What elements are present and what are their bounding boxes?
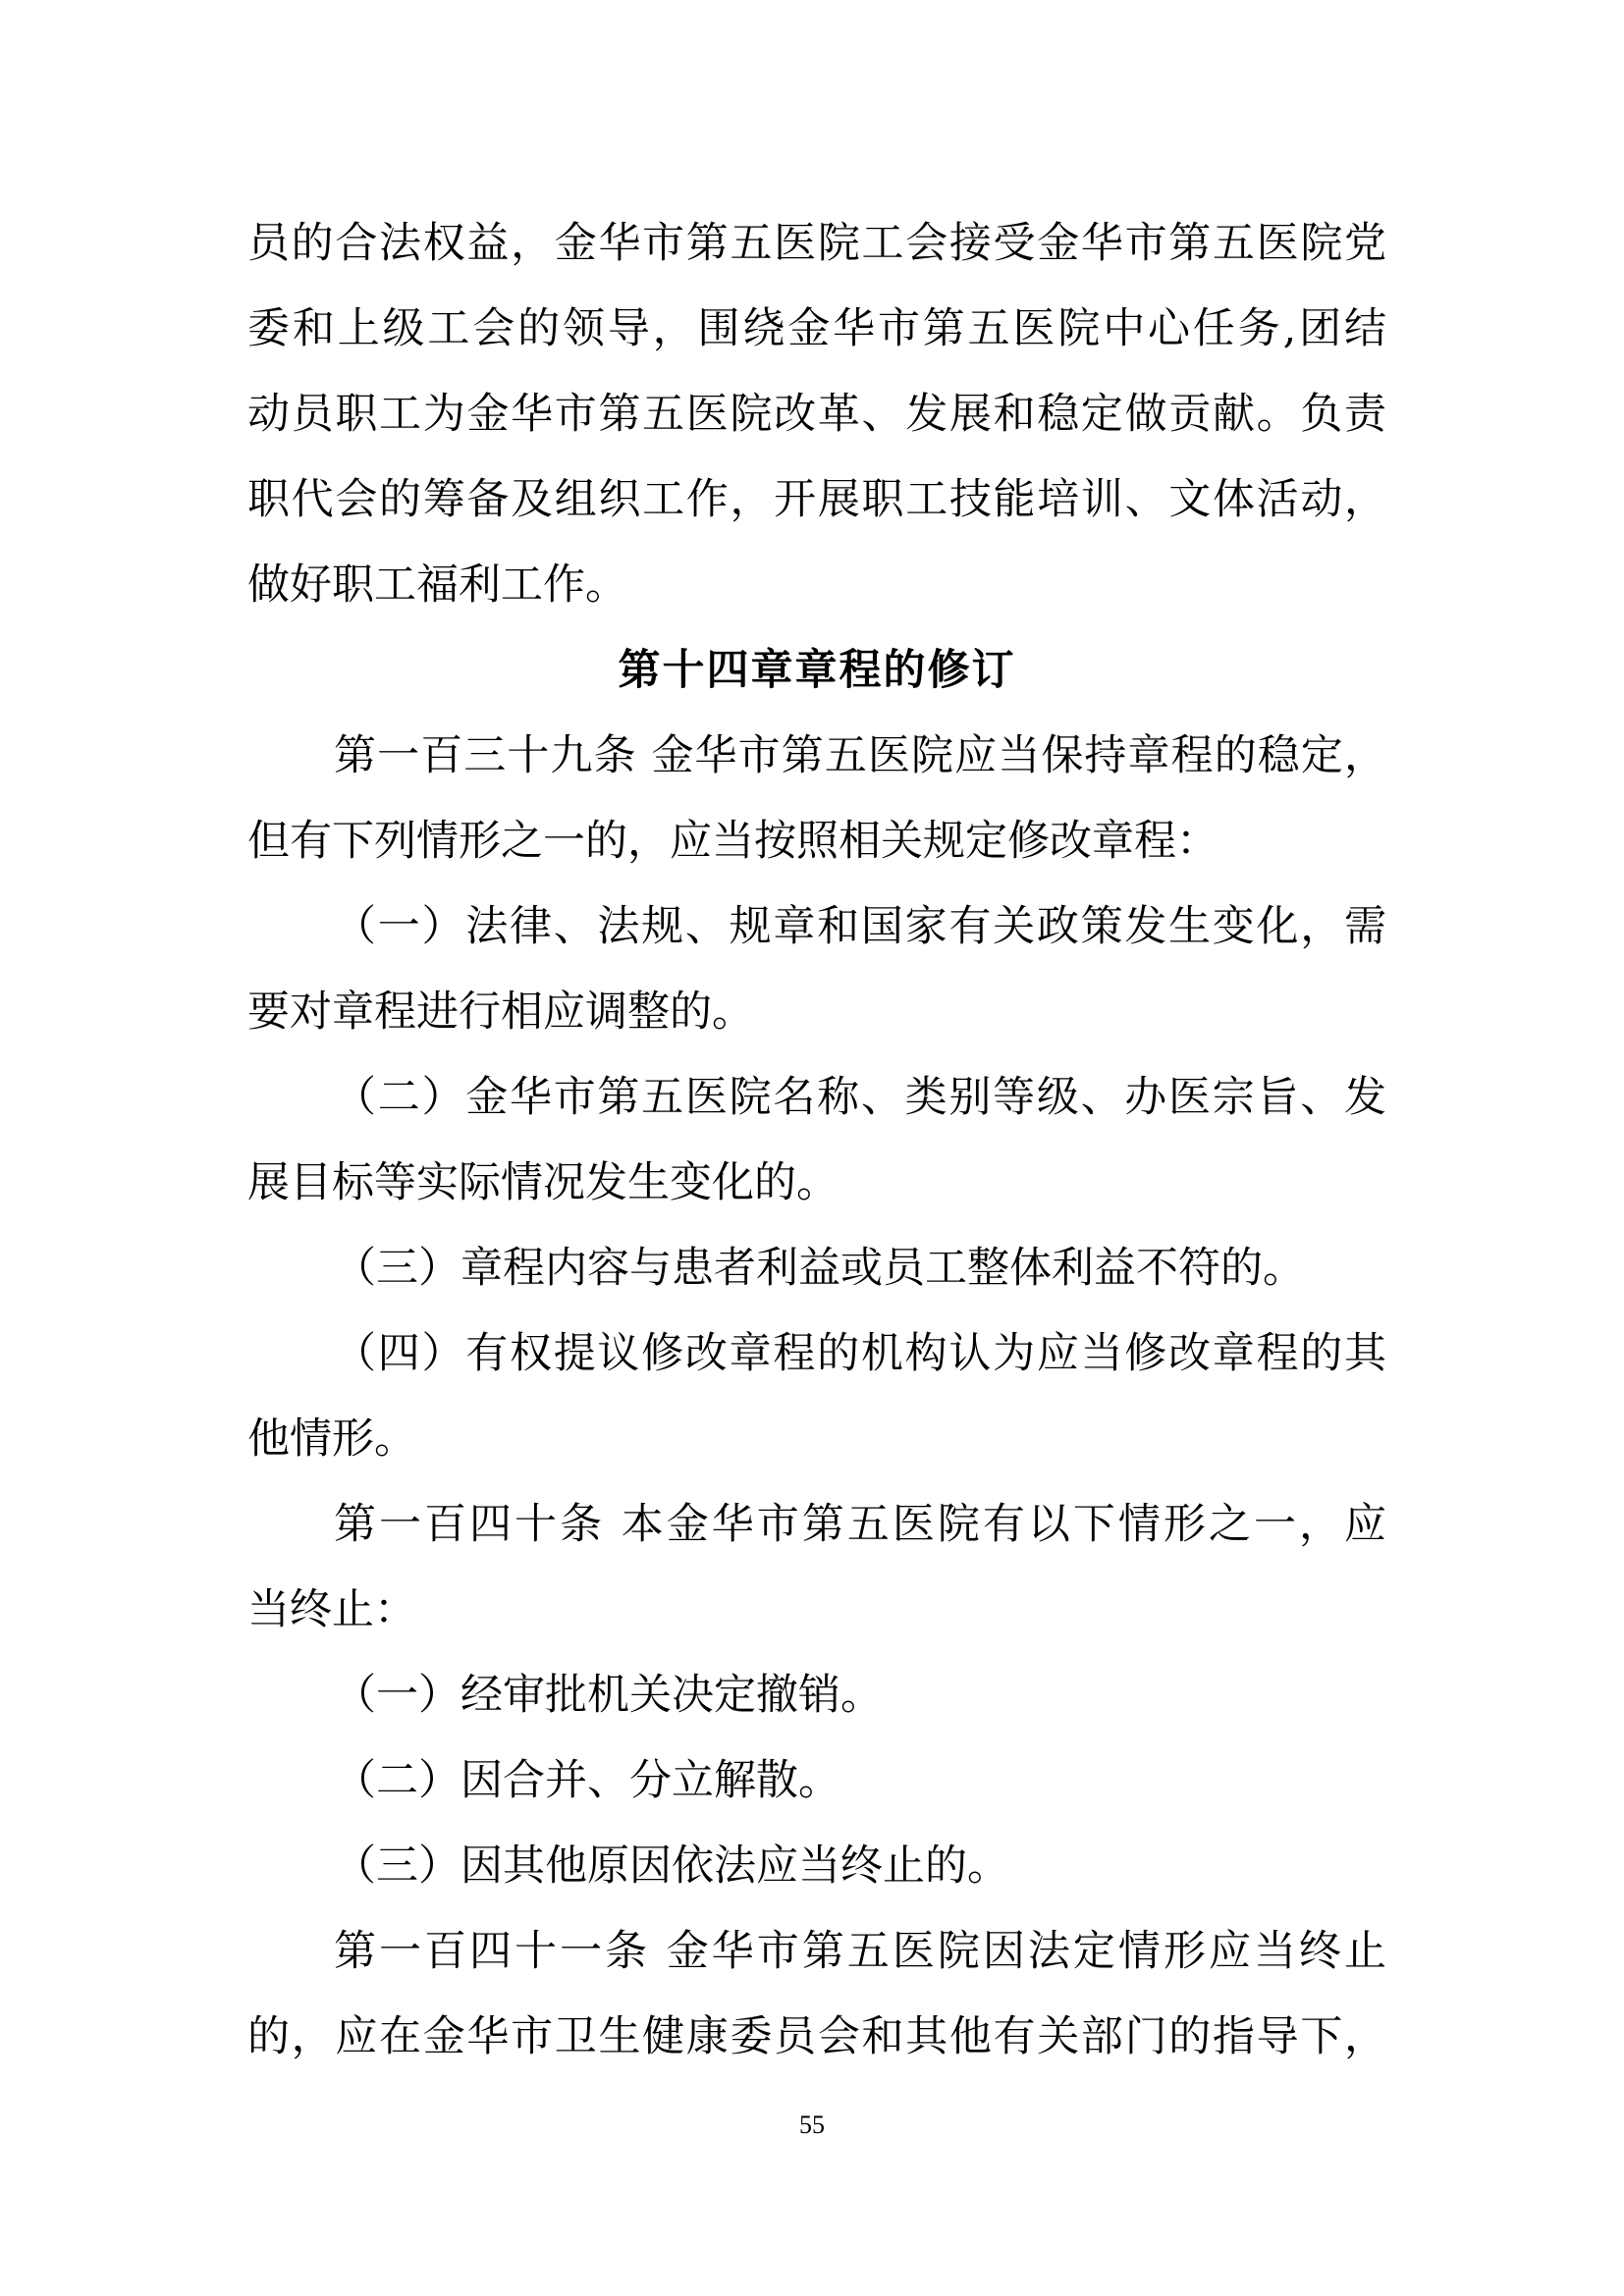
list-item-line: （三）因其他原因依法应当终止的。 (334, 1842, 1009, 1891)
article-line: 第一百四十一条 金华市第五医院因法定情形应当终止 (334, 1927, 1386, 1976)
page-number: 55 (799, 2110, 825, 2139)
document-body (247, 214, 1386, 2093)
article-line: 第一百三十九条 金华市第五医院应当保持章程的稳定， (334, 731, 1386, 780)
list-item-line: （二）金华市第五医院名称、类别等级、办医宗旨、发 (334, 1073, 1386, 1122)
list-item-line: （三）章程内容与患者利益或员工整体利益不符的。 (334, 1244, 1305, 1293)
list-item-line: （一）经审批机关决定撤销。 (334, 1671, 883, 1720)
list-item-line: 要对章程进行相应调整的。 (247, 988, 754, 1037)
paragraph-line: 委和上级工会的领导，围绕金华市第五医院中心任务,团结 (247, 304, 1386, 353)
paragraph-line: 做好职工福利工作。 (247, 561, 627, 610)
article-line: 第一百四十条 本金华市第五医院有以下情形之一，应 (334, 1500, 1386, 1549)
article-line: 的，应在金华市卫生健康委员会和其他有关部门的指导下， (247, 2012, 1386, 2061)
chapter-heading: 第十四章章程的修订 (618, 646, 1016, 695)
paragraph-line: 员的合法权益，金华市第五医院工会接受金华市第五医院党 (247, 219, 1386, 268)
list-item-line: （二）因合并、分立解散。 (334, 1756, 840, 1805)
list-item-line: （一）法律、法规、规章和国家有关政策发生变化，需 (334, 902, 1386, 951)
list-item-line: 他情形。 (247, 1415, 416, 1464)
article-line: 当终止： (247, 1585, 416, 1634)
list-item-line: 展目标等实际情况发生变化的。 (247, 1158, 839, 1207)
paragraph-line: 职代会的筹备及组织工作，开展职工技能培训、文体活动， (247, 475, 1386, 524)
list-item-line: （四）有权提议修改章程的机构认为应当修改章程的其 (334, 1329, 1386, 1378)
paragraph-line: 动员职工为金华市第五医院改革、发展和稳定做贡献。负责 (247, 390, 1386, 439)
article-line: 但有下列情形之一的，应当按照相关规定修改章程： (247, 817, 1218, 866)
